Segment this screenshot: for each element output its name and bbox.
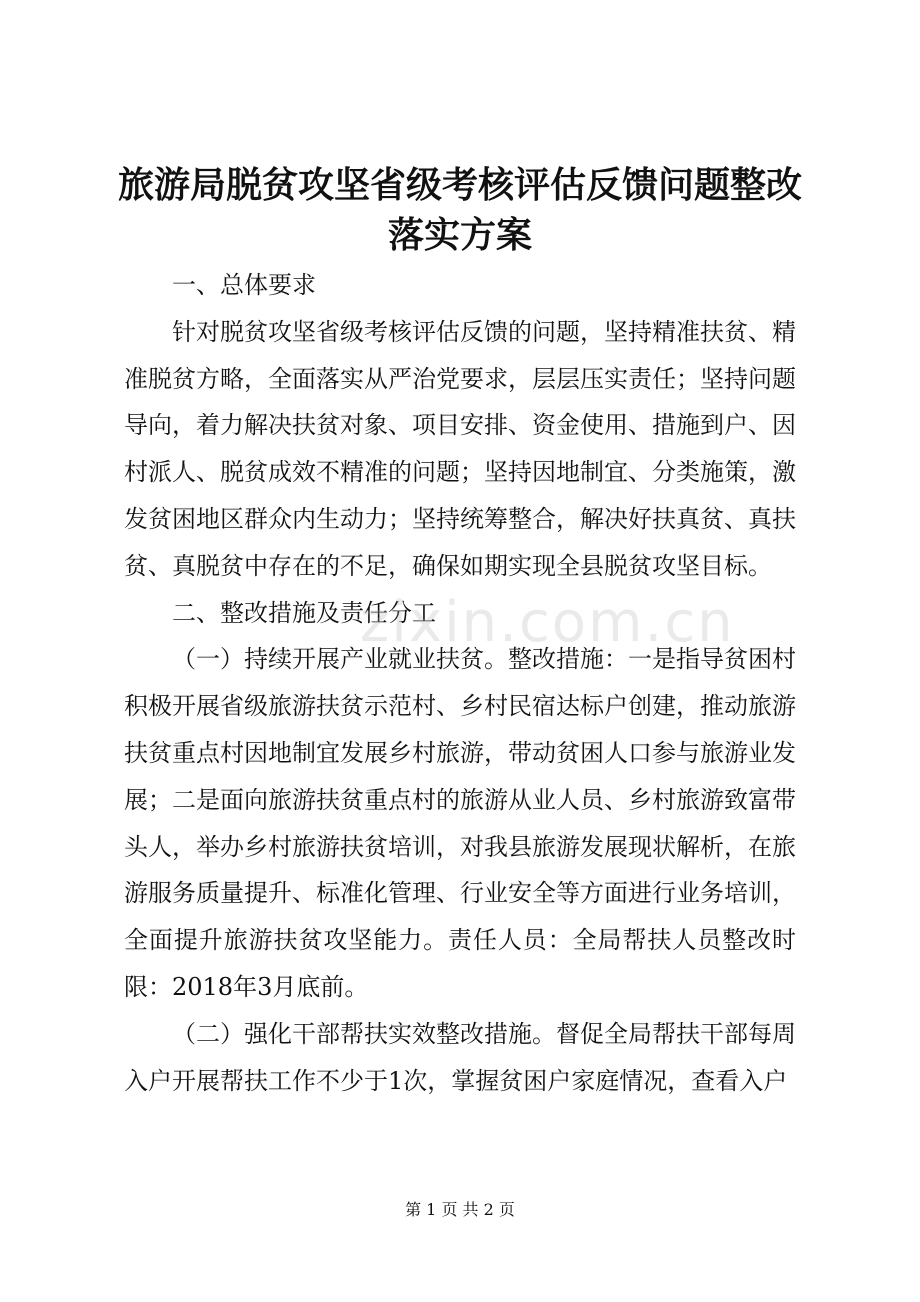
paragraph-cadre-assistance: （二）强化干部帮扶实效整改措施。督促全局帮扶干部每周入户开展帮扶工作不少于1次，掌握贫困户家庭情况，查看入户 [124, 1019, 796, 1095]
paragraph-industry-employment: （一）持续开展产业就业扶贫。整改措施：一是指导贫困村积极开展省级旅游扶贫示范村、乡村民宿达标户创建，推动旅游扶贫重点村因地制宜发展乡村旅游，带动贫困人口参与旅游业发展；二是面向旅游扶贫重点村的旅游从业人员、乡村旅游致富带头人，举办乡村旅游扶贫培训，对我县旅游发展现状解析，在旅游服务质量提升、标准化管理、行业安全等方面进行业务培训，全面提升旅游扶贫攻坚能力。责任人员：全局帮扶人员整改时限：2018年3月底前。 [124, 645, 796, 1001]
paragraph-general-requirements: 针对脱贫攻坚省级考核评估反馈的问题，坚持精准扶贫、精准脱贫方略，全面落实从严治党要求，层层压实责任；坚持问题导向，着力解决扶贫对象、项目安排、资金使用、措施到户、因村派人、脱贫成效不精准的问题；坚持因地制宜、分类施策，激发贫困地区群众内生动力；坚持统筹整合，解决好扶真贫、真扶贫、真脱贫中存在的不足，确保如期实现全县脱贫攻坚目标。 [124, 317, 796, 580]
document-title: 旅游局脱贫攻坚省级考核评估反馈问题整改落实方案 [117, 164, 802, 256]
watermark: zixin.com.cn [360, 590, 735, 655]
section-heading-2: 二、整改措施及责任分工 [172, 598, 436, 627]
section-heading-1: 一、总体要求 [172, 271, 316, 299]
document-body [124, 262, 796, 1104]
page-footer: 第 1 页 共 2 页 [405, 1200, 515, 1219]
